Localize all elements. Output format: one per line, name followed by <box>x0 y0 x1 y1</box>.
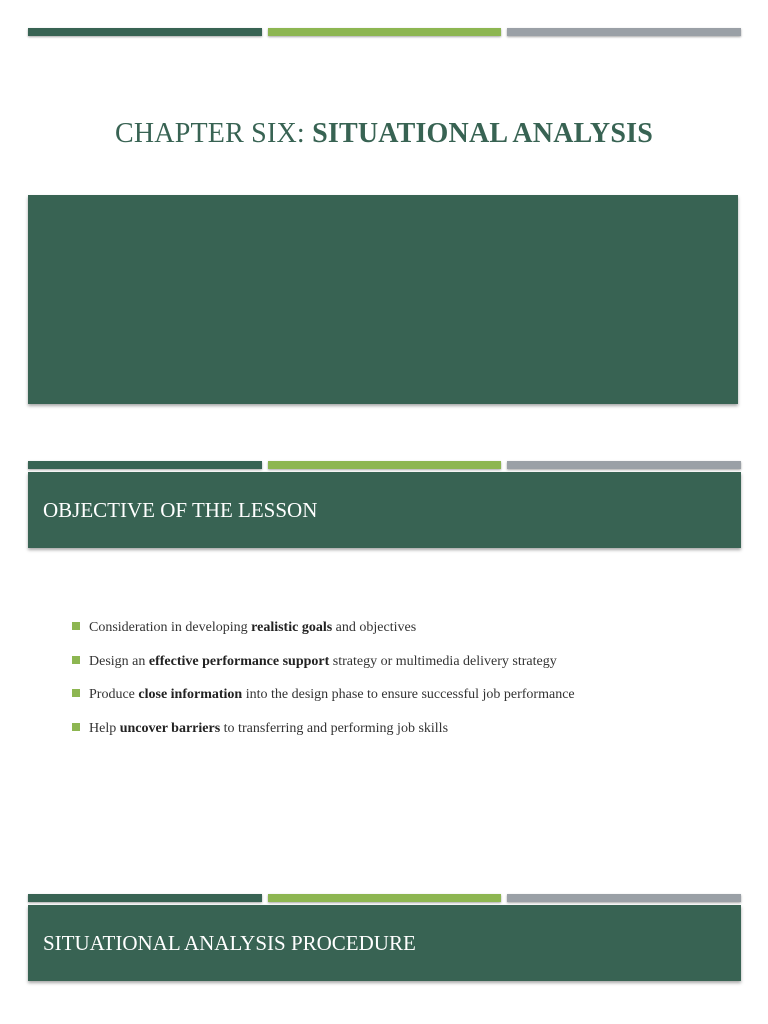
bullet-text-bold: uncover barriers <box>119 720 221 736</box>
accent-segment-gray <box>507 894 741 902</box>
slide-1-title <box>0 118 768 150</box>
slide-1-content-panel <box>28 195 738 404</box>
accent-segment-gray <box>507 28 741 36</box>
objective-list <box>72 618 732 752</box>
list-item <box>72 719 732 753</box>
accent-segment-lime <box>268 894 501 902</box>
title-bold: SITUATIONAL ANALYSIS <box>312 118 653 149</box>
list-item <box>72 618 732 652</box>
accent-strip-slide-3 <box>28 894 741 902</box>
accent-segment-gray <box>507 461 741 469</box>
bullet-text-bold: close information <box>138 687 243 702</box>
bullet-text-bold: realistic goals <box>251 620 333 635</box>
accent-strip-slide-2 <box>28 461 741 469</box>
bullet-text-after: to transferring and performing job skills <box>220 720 449 736</box>
bullet-square-icon <box>72 656 80 664</box>
bullet-text-before: Produce <box>89 687 139 702</box>
bullet-text-after: and objectives <box>332 620 417 635</box>
list-item <box>72 685 732 719</box>
accent-segment-lime <box>268 461 501 469</box>
slide-2-header: OBJECTIVE OF THE LESSON <box>43 498 318 522</box>
slide-3-header: SITUATIONAL ANALYSIS PROCEDURE <box>43 931 416 955</box>
bullet-text-before: Help <box>89 720 120 736</box>
bullet-square-icon <box>72 622 80 630</box>
bullet-text-after: strategy or multimedia delivery strategy <box>329 653 557 669</box>
bullet-text-bold: effective performance support <box>148 653 330 669</box>
accent-segment-green <box>28 28 262 36</box>
list-item <box>72 652 732 686</box>
bullet-square-icon <box>72 689 80 697</box>
bullet-text-after: into the design phase to ensure successful job performance <box>242 687 575 702</box>
bullet-text-before: Design an <box>89 653 149 669</box>
accent-segment-lime <box>268 28 501 36</box>
slide-3-header-bar <box>28 905 741 981</box>
accent-segment-green <box>28 894 262 902</box>
slide-2-header-bar <box>28 472 741 548</box>
accent-segment-green <box>28 461 262 469</box>
title-regular: CHAPTER SIX: <box>115 118 313 149</box>
bullet-text-before: Consideration in developing <box>89 620 252 635</box>
accent-strip-slide-1 <box>28 28 741 36</box>
bullet-square-icon <box>72 723 80 731</box>
